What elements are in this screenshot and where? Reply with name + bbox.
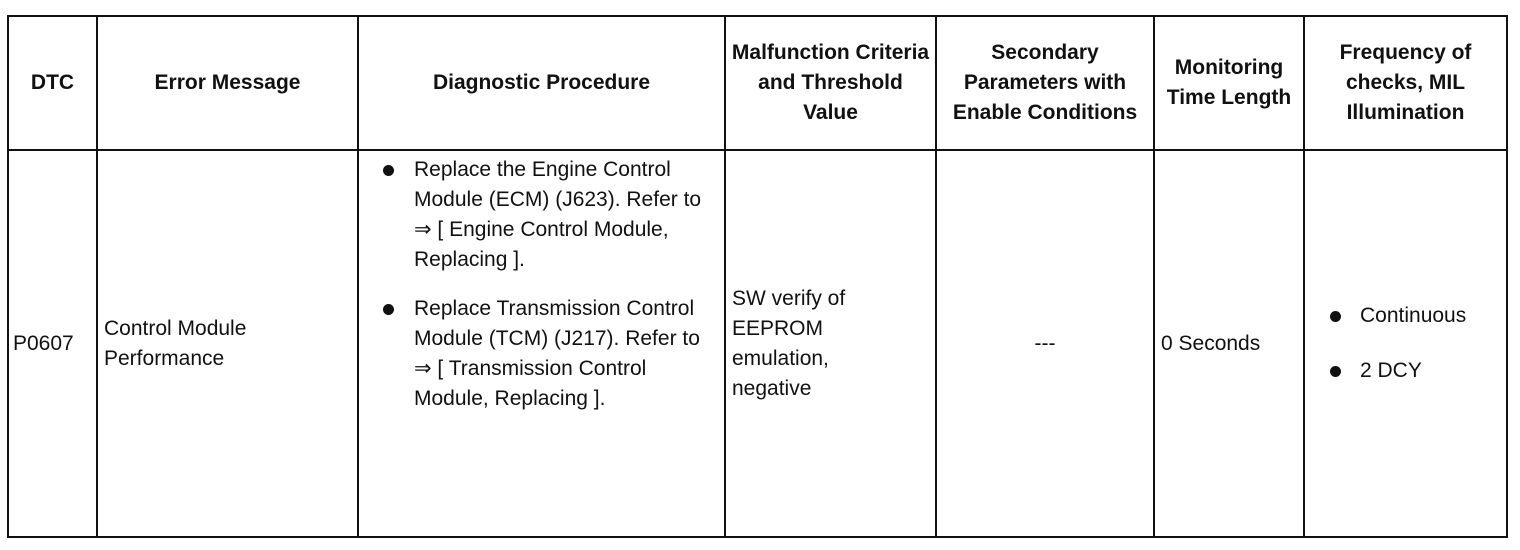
frequency-list: [1305, 301, 1506, 386]
cell-diagnostic-procedure: [358, 150, 725, 537]
table-row: [8, 150, 1507, 537]
header-diagnostic-procedure: Diagnostic Procedure: [358, 16, 725, 150]
header-frequency: Frequency of checks, MIL Illumination: [1304, 16, 1507, 150]
header-error-message: Error Message: [97, 16, 358, 150]
cell-error-message: Control Module Performance: [97, 150, 358, 537]
dtc-table: [7, 15, 1508, 538]
procedure-item: [359, 155, 716, 275]
header-secondary-parameters: Secondary Parameters with Enable Conditions: [936, 16, 1154, 150]
cell-monitoring-time: 0 Seconds: [1154, 150, 1304, 537]
procedure-item: [359, 294, 716, 414]
header-row: [8, 16, 1507, 150]
header-malfunction-criteria: Malfunction Criteria and Threshold Value: [725, 16, 936, 150]
frequency-item: 2 DCY: [1305, 356, 1506, 386]
dtc-table-container: [7, 15, 1506, 538]
header-monitoring-time: Monitoring Time Length: [1154, 16, 1304, 150]
frequency-item: Continuous: [1305, 301, 1506, 331]
cell-frequency: [1304, 150, 1507, 537]
cell-secondary-parameters: ---: [936, 150, 1154, 537]
cell-dtc-code: P0607: [8, 150, 97, 537]
procedure-text: Replace Transmission Control Module (TCM) (J217). Refer to ⇒ [ Transmission Control Module, Replacing ].: [414, 297, 700, 410]
procedure-list: [359, 155, 716, 414]
cell-malfunction-criteria: SW verify of EEPROM emulation, negative: [725, 150, 936, 537]
procedure-text: Replace the Engine Control Module (ECM) (J623). Refer to ⇒ [ Engine Control Module, Replacing ].: [414, 158, 702, 271]
header-dtc: DTC: [8, 16, 97, 150]
